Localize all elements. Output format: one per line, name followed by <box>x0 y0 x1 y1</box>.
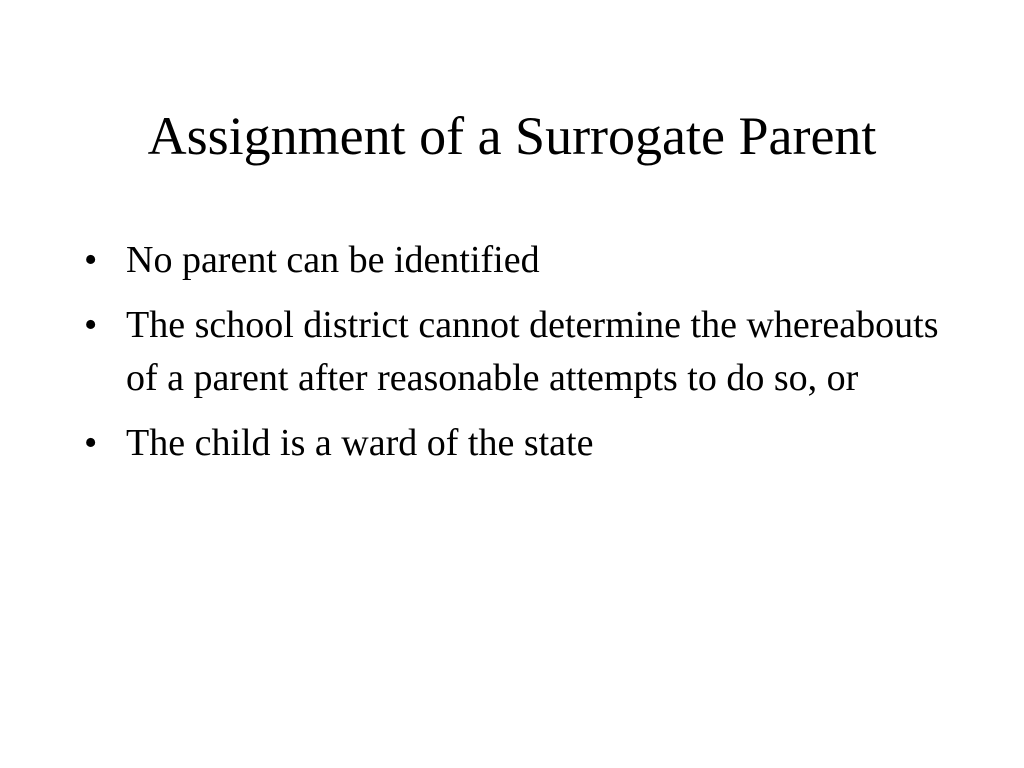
bullet-text: No parent can be identified <box>126 239 540 281</box>
bullet-marker: • <box>84 304 98 346</box>
slide-title: Assignment of a Surrogate Parent <box>147 106 877 166</box>
bullet-text: The school district cannot determine the whereabouts of a parent after reasonable attempts to do so, or <box>126 304 939 399</box>
bullet-item <box>84 234 944 287</box>
bullet-list <box>84 234 944 482</box>
bullet-item <box>84 299 944 405</box>
bullet-text: The child is a ward of the state <box>126 422 594 464</box>
bullet-marker: • <box>84 422 98 464</box>
bullet-marker: • <box>84 239 98 281</box>
bullet-item <box>84 417 944 470</box>
